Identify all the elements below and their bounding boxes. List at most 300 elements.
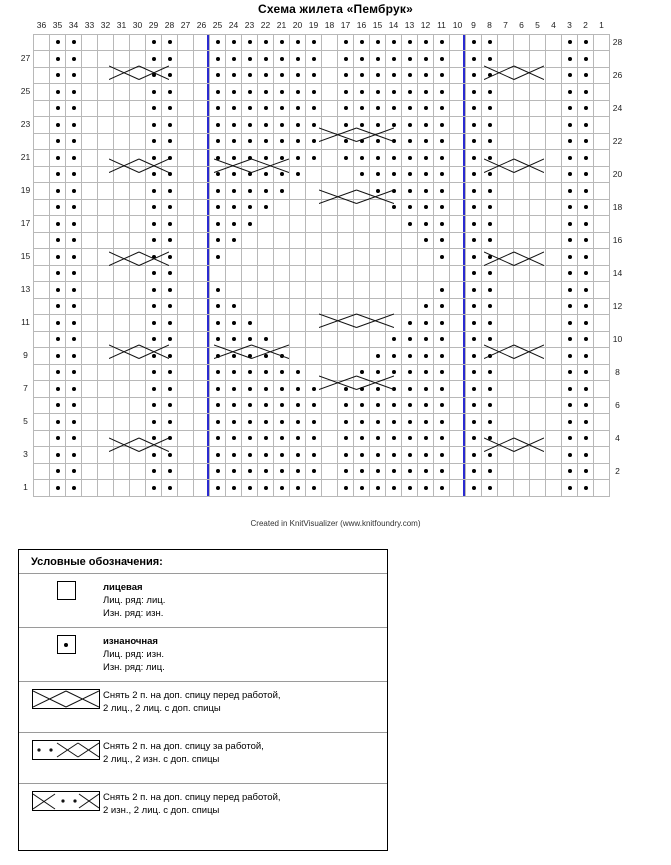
purl-dot: [168, 436, 172, 440]
chart-cell: [34, 331, 50, 348]
chart-cell: [434, 430, 450, 447]
chart-cell: [130, 84, 146, 101]
purl-dot: [168, 354, 172, 358]
purl-dot: [376, 156, 380, 160]
chart-cell: [498, 199, 514, 216]
chart-cell: [82, 348, 98, 365]
chart-cell: [82, 150, 98, 167]
chart-cell: [210, 265, 226, 282]
legend-item-name: изнаночная: [103, 636, 158, 647]
chart-cell: [386, 117, 402, 134]
chart-cell: [594, 348, 610, 365]
purl-dot: [472, 420, 476, 424]
chart-cell: [322, 463, 338, 480]
chart-cell: [162, 364, 178, 381]
purl-dot: [408, 40, 412, 44]
chart-cell: [210, 84, 226, 101]
purl-dot: [216, 40, 220, 44]
purl-dot: [72, 57, 76, 61]
chart-cell: [82, 364, 98, 381]
chart-cell: [514, 414, 530, 431]
chart-cell: [466, 430, 482, 447]
chart-cell: [34, 480, 50, 497]
row-label-left: 5: [23, 416, 28, 427]
chart-cell: [114, 265, 130, 282]
purl-dot: [360, 90, 364, 94]
chart-cell: [514, 447, 530, 464]
chart-cell: [162, 166, 178, 183]
chart-cell: [498, 381, 514, 398]
purl-dot: [152, 222, 156, 226]
purl-dot: [568, 40, 572, 44]
chart-cell: [82, 232, 98, 249]
chart-cell: [114, 100, 130, 117]
purl-dot: [408, 139, 412, 143]
chart-cell: [498, 348, 514, 365]
purl-dot: [168, 40, 172, 44]
chart-cell: [402, 232, 418, 249]
chart-cell: [194, 430, 210, 447]
chart-cell: [146, 463, 162, 480]
purl-dot: [312, 73, 316, 77]
chart-cell: [226, 67, 242, 84]
purl-dot: [168, 205, 172, 209]
purl-dot: [360, 172, 364, 176]
chart-cell: [258, 430, 274, 447]
chart-cell: [130, 199, 146, 216]
chart-cell: [354, 331, 370, 348]
column-header: 24: [226, 18, 242, 34]
purl-dot: [584, 40, 588, 44]
purl-dot: [488, 271, 492, 275]
chart-cell: [66, 232, 82, 249]
chart-cell: [162, 150, 178, 167]
chart-cell: [194, 117, 210, 134]
chart-cell: [530, 34, 546, 51]
chart-cell: [258, 67, 274, 84]
purl-dot: [232, 370, 236, 374]
chart-cell: [82, 282, 98, 299]
chart-cell: [34, 298, 50, 315]
chart-cell: [482, 447, 498, 464]
chart-cell: [274, 430, 290, 447]
chart-cell: [434, 84, 450, 101]
chart-cell: [498, 133, 514, 150]
chart-cell: [98, 166, 114, 183]
chart-cell: [66, 133, 82, 150]
purl-dot: [168, 403, 172, 407]
purl-dot: [424, 123, 428, 127]
chart-cell: [210, 150, 226, 167]
purl-dot: [168, 156, 172, 160]
chart-cell: [498, 166, 514, 183]
chart-cell: [530, 315, 546, 332]
chart-cell: [34, 364, 50, 381]
chart-cell: [546, 34, 562, 51]
chart-cell: [306, 397, 322, 414]
chart-cell: [562, 84, 578, 101]
chart-cell: [50, 117, 66, 134]
chart-cell: [562, 166, 578, 183]
chart-cell: [66, 265, 82, 282]
chart-cell: [482, 430, 498, 447]
chart-cell: [338, 232, 354, 249]
chart-cell: [162, 216, 178, 233]
row-label-left: [18, 298, 34, 315]
chart-cell: [210, 480, 226, 497]
chart-cell: [578, 480, 594, 497]
purl-dot: [360, 469, 364, 473]
chart-cell: [194, 480, 210, 497]
chart-cell: [450, 133, 466, 150]
purl-dot: [296, 420, 300, 424]
chart-cell: [354, 51, 370, 68]
chart-cell: [82, 166, 98, 183]
chart-cell: [322, 397, 338, 414]
chart-cell: [66, 51, 82, 68]
purl-dot: [312, 486, 316, 490]
chart-cell: [482, 265, 498, 282]
purl-dot: [168, 57, 172, 61]
chart-cell: [514, 430, 530, 447]
purl-dot: [72, 403, 76, 407]
chart-cell: [386, 447, 402, 464]
purl-dot: [296, 370, 300, 374]
purl-dot: [264, 90, 268, 94]
chart-cell: [370, 232, 386, 249]
chart-cell: [114, 199, 130, 216]
purl-dot: [408, 321, 412, 325]
chart-cell: [498, 315, 514, 332]
purl-dot: [376, 387, 380, 391]
chart-cell: [482, 133, 498, 150]
purl-dot: [168, 453, 172, 457]
chart-cell: [66, 183, 82, 200]
chart-cell: [306, 348, 322, 365]
purl-dot: [488, 354, 492, 358]
purl-dot: [424, 139, 428, 143]
chart-cell: [466, 183, 482, 200]
chart-cell: [530, 397, 546, 414]
chart-cell: [338, 381, 354, 398]
cable-front-icon: [33, 690, 99, 708]
chart-cell: [514, 282, 530, 299]
chart-cell: [98, 133, 114, 150]
chart-cell: [530, 67, 546, 84]
column-header: 9: [466, 18, 482, 34]
chart-cell: [466, 397, 482, 414]
column-header: 28: [162, 18, 178, 34]
chart-cell: [450, 331, 466, 348]
chart-cell: [34, 463, 50, 480]
purl-dot: [56, 205, 60, 209]
purl-dot: [424, 156, 428, 160]
chart-cell: [498, 117, 514, 134]
chart-cell: [130, 447, 146, 464]
purl-dot: [232, 205, 236, 209]
chart-cell: [306, 183, 322, 200]
chart-cell: [578, 348, 594, 365]
chart-cell: [450, 100, 466, 117]
chart-cell: [594, 364, 610, 381]
chart-cell: [338, 364, 354, 381]
chart-cell: [434, 414, 450, 431]
chart-cell: [562, 100, 578, 117]
chart-cell: [274, 463, 290, 480]
chart-cell: [354, 265, 370, 282]
purl-dot: [440, 123, 444, 127]
chart-cell: [146, 216, 162, 233]
chart-cell: [194, 315, 210, 332]
row-label-left: [18, 265, 34, 282]
chart-cell: [98, 249, 114, 266]
chart-cell: [162, 117, 178, 134]
purl-dot: [568, 321, 572, 325]
chart-cell: [418, 34, 434, 51]
chart-cell: [386, 84, 402, 101]
chart-cell: [290, 84, 306, 101]
purl-dot: [392, 156, 396, 160]
chart-cell: [226, 315, 242, 332]
chart-cell: [482, 199, 498, 216]
chart-cell: [66, 315, 82, 332]
chart-cell: [594, 150, 610, 167]
chart-cell: [578, 430, 594, 447]
chart-cell: [306, 282, 322, 299]
chart-cell: [242, 100, 258, 117]
column-header: 20: [290, 18, 306, 34]
chart-cell: [130, 315, 146, 332]
chart-cell: [290, 265, 306, 282]
chart-cell: [546, 67, 562, 84]
purl-dot: [264, 156, 268, 160]
chart-cell: [354, 232, 370, 249]
chart-cell: [162, 430, 178, 447]
chart-cell: [498, 282, 514, 299]
purl-dot: [440, 387, 444, 391]
purl-dot: [248, 172, 252, 176]
purl-dot: [280, 189, 284, 193]
chart-cell: [274, 199, 290, 216]
chart-cell: [482, 463, 498, 480]
column-header: 23: [242, 18, 258, 34]
chart-cell: [306, 381, 322, 398]
purl-dot: [248, 486, 252, 490]
purl-dot: [296, 469, 300, 473]
purl-dot: [264, 106, 268, 110]
chart-cell: [578, 84, 594, 101]
chart-cell: [514, 249, 530, 266]
chart-cell: [354, 249, 370, 266]
purl-dot: [232, 40, 236, 44]
chart-cell: [66, 34, 82, 51]
column-header: 8: [482, 18, 498, 34]
legend-item-line1: Снять 2 п. на доп. спицу перед работой,: [103, 792, 281, 803]
chart-cell: [546, 480, 562, 497]
purl-dot: [344, 387, 348, 391]
chart-cell: [162, 51, 178, 68]
chart-cell: [434, 249, 450, 266]
purl-dot: [72, 238, 76, 242]
chart-cell: [98, 331, 114, 348]
chart-cell: [450, 150, 466, 167]
purl-dot: [168, 337, 172, 341]
chart-cell: [322, 331, 338, 348]
purl-dot: [152, 205, 156, 209]
purl-dot: [584, 354, 588, 358]
legend-item-line1: Снять 2 п. на доп. спицу за работой,: [103, 741, 264, 752]
chart-cell: [210, 381, 226, 398]
purl-dot: [152, 337, 156, 341]
chart-cell: [146, 282, 162, 299]
chart-cell: [402, 364, 418, 381]
chart-cell: [178, 364, 194, 381]
chart-cell: [178, 480, 194, 497]
purl-dot: [392, 453, 396, 457]
row-label-right: 10: [612, 333, 623, 344]
chart-cell: [226, 166, 242, 183]
purl-dot: [568, 106, 572, 110]
chart-cell: [354, 117, 370, 134]
chart-cell: [98, 414, 114, 431]
chart-cell: [450, 381, 466, 398]
purl-dot: [488, 370, 492, 374]
purl-dot: [472, 73, 476, 77]
chart-cell: [514, 150, 530, 167]
chart-cell: [178, 414, 194, 431]
chart-cell: [594, 381, 610, 398]
chart-cell: [274, 381, 290, 398]
chart-cell: [82, 34, 98, 51]
chart-cell: [386, 348, 402, 365]
chart-cell: [98, 34, 114, 51]
chart-cell: [322, 117, 338, 134]
chart-cell: [498, 298, 514, 315]
chart-cell: [370, 364, 386, 381]
chart-cell: [466, 381, 482, 398]
purl-dot: [296, 90, 300, 94]
legend-item-line2: Изн. ряд: изн.: [103, 608, 164, 619]
purl-dot: [56, 420, 60, 424]
column-header: 33: [82, 18, 98, 34]
purl-dot: [216, 486, 220, 490]
purl-dot: [472, 403, 476, 407]
chart-cell: [370, 315, 386, 332]
purl-dot: [232, 436, 236, 440]
purl-dot: [152, 403, 156, 407]
chart-cell: [450, 199, 466, 216]
purl-dot: [472, 106, 476, 110]
chart-cell: [98, 150, 114, 167]
purl-dot: [408, 354, 412, 358]
purl-dot: [392, 354, 396, 358]
chart-cell: [242, 430, 258, 447]
cable-back-symbol: [29, 740, 103, 760]
chart-cell: [482, 249, 498, 266]
purl-dot: [584, 436, 588, 440]
chart-cell: [482, 67, 498, 84]
purl-dot: [216, 453, 220, 457]
chart-cell: [146, 447, 162, 464]
purl-dot: [56, 106, 60, 110]
purl-dot: [216, 90, 220, 94]
purl-dot: [280, 486, 284, 490]
purl-dot: [72, 90, 76, 94]
purl-dot: [168, 370, 172, 374]
chart-cell: [50, 84, 66, 101]
chart-cell: [354, 298, 370, 315]
chart-cell: [162, 331, 178, 348]
chart-cell: [562, 348, 578, 365]
chart-cell: [82, 315, 98, 332]
purl-dot: [440, 139, 444, 143]
purl-dot: [472, 238, 476, 242]
legend-panel: [18, 549, 388, 851]
row-label-right: [610, 117, 626, 134]
chart-cell: [98, 100, 114, 117]
chart-cell: [98, 480, 114, 497]
purl-dot: [152, 370, 156, 374]
chart-cell: [258, 480, 274, 497]
purl-dot: [248, 321, 252, 325]
row-label-right: [610, 84, 626, 101]
chart-cell: [242, 364, 258, 381]
chart-cell: [82, 117, 98, 134]
chart-cell: [114, 463, 130, 480]
chart-cell: [194, 51, 210, 68]
chart-cell: [514, 397, 530, 414]
purl-dot: [296, 486, 300, 490]
purl-dot: [440, 90, 444, 94]
chart-cell: [466, 298, 482, 315]
purl-dot: [392, 90, 396, 94]
chart-cell: [226, 199, 242, 216]
chart-cell: [594, 183, 610, 200]
row-label-left: 3: [23, 449, 28, 460]
purl-dot: [392, 189, 396, 193]
chart-cell: [194, 397, 210, 414]
purl-dot: [280, 436, 284, 440]
purl-dot: [280, 57, 284, 61]
chart-cell: [146, 414, 162, 431]
chart-cell: [34, 166, 50, 183]
chart-cell: [34, 51, 50, 68]
chart-cell: [306, 232, 322, 249]
chart-cell: [386, 150, 402, 167]
purl-dot: [232, 189, 236, 193]
purl-dot: [408, 337, 412, 341]
chart-cell: [482, 397, 498, 414]
purl-dot: [392, 486, 396, 490]
chart-cell: [242, 414, 258, 431]
chart-cell: [274, 348, 290, 365]
chart-cell: [594, 51, 610, 68]
purl-dot: [216, 73, 220, 77]
chart-cell: [434, 216, 450, 233]
purl-dot: [584, 337, 588, 341]
chart-cell: [306, 67, 322, 84]
chart-cell: [210, 199, 226, 216]
chart-cell: [418, 67, 434, 84]
chart-cell: [146, 364, 162, 381]
purl-dot: [472, 288, 476, 292]
chart-cell: [210, 232, 226, 249]
purl-dot: [424, 469, 428, 473]
purl-dot: [568, 139, 572, 143]
chart-cell: [466, 133, 482, 150]
purl-dot: [568, 403, 572, 407]
chart-cell: [322, 447, 338, 464]
